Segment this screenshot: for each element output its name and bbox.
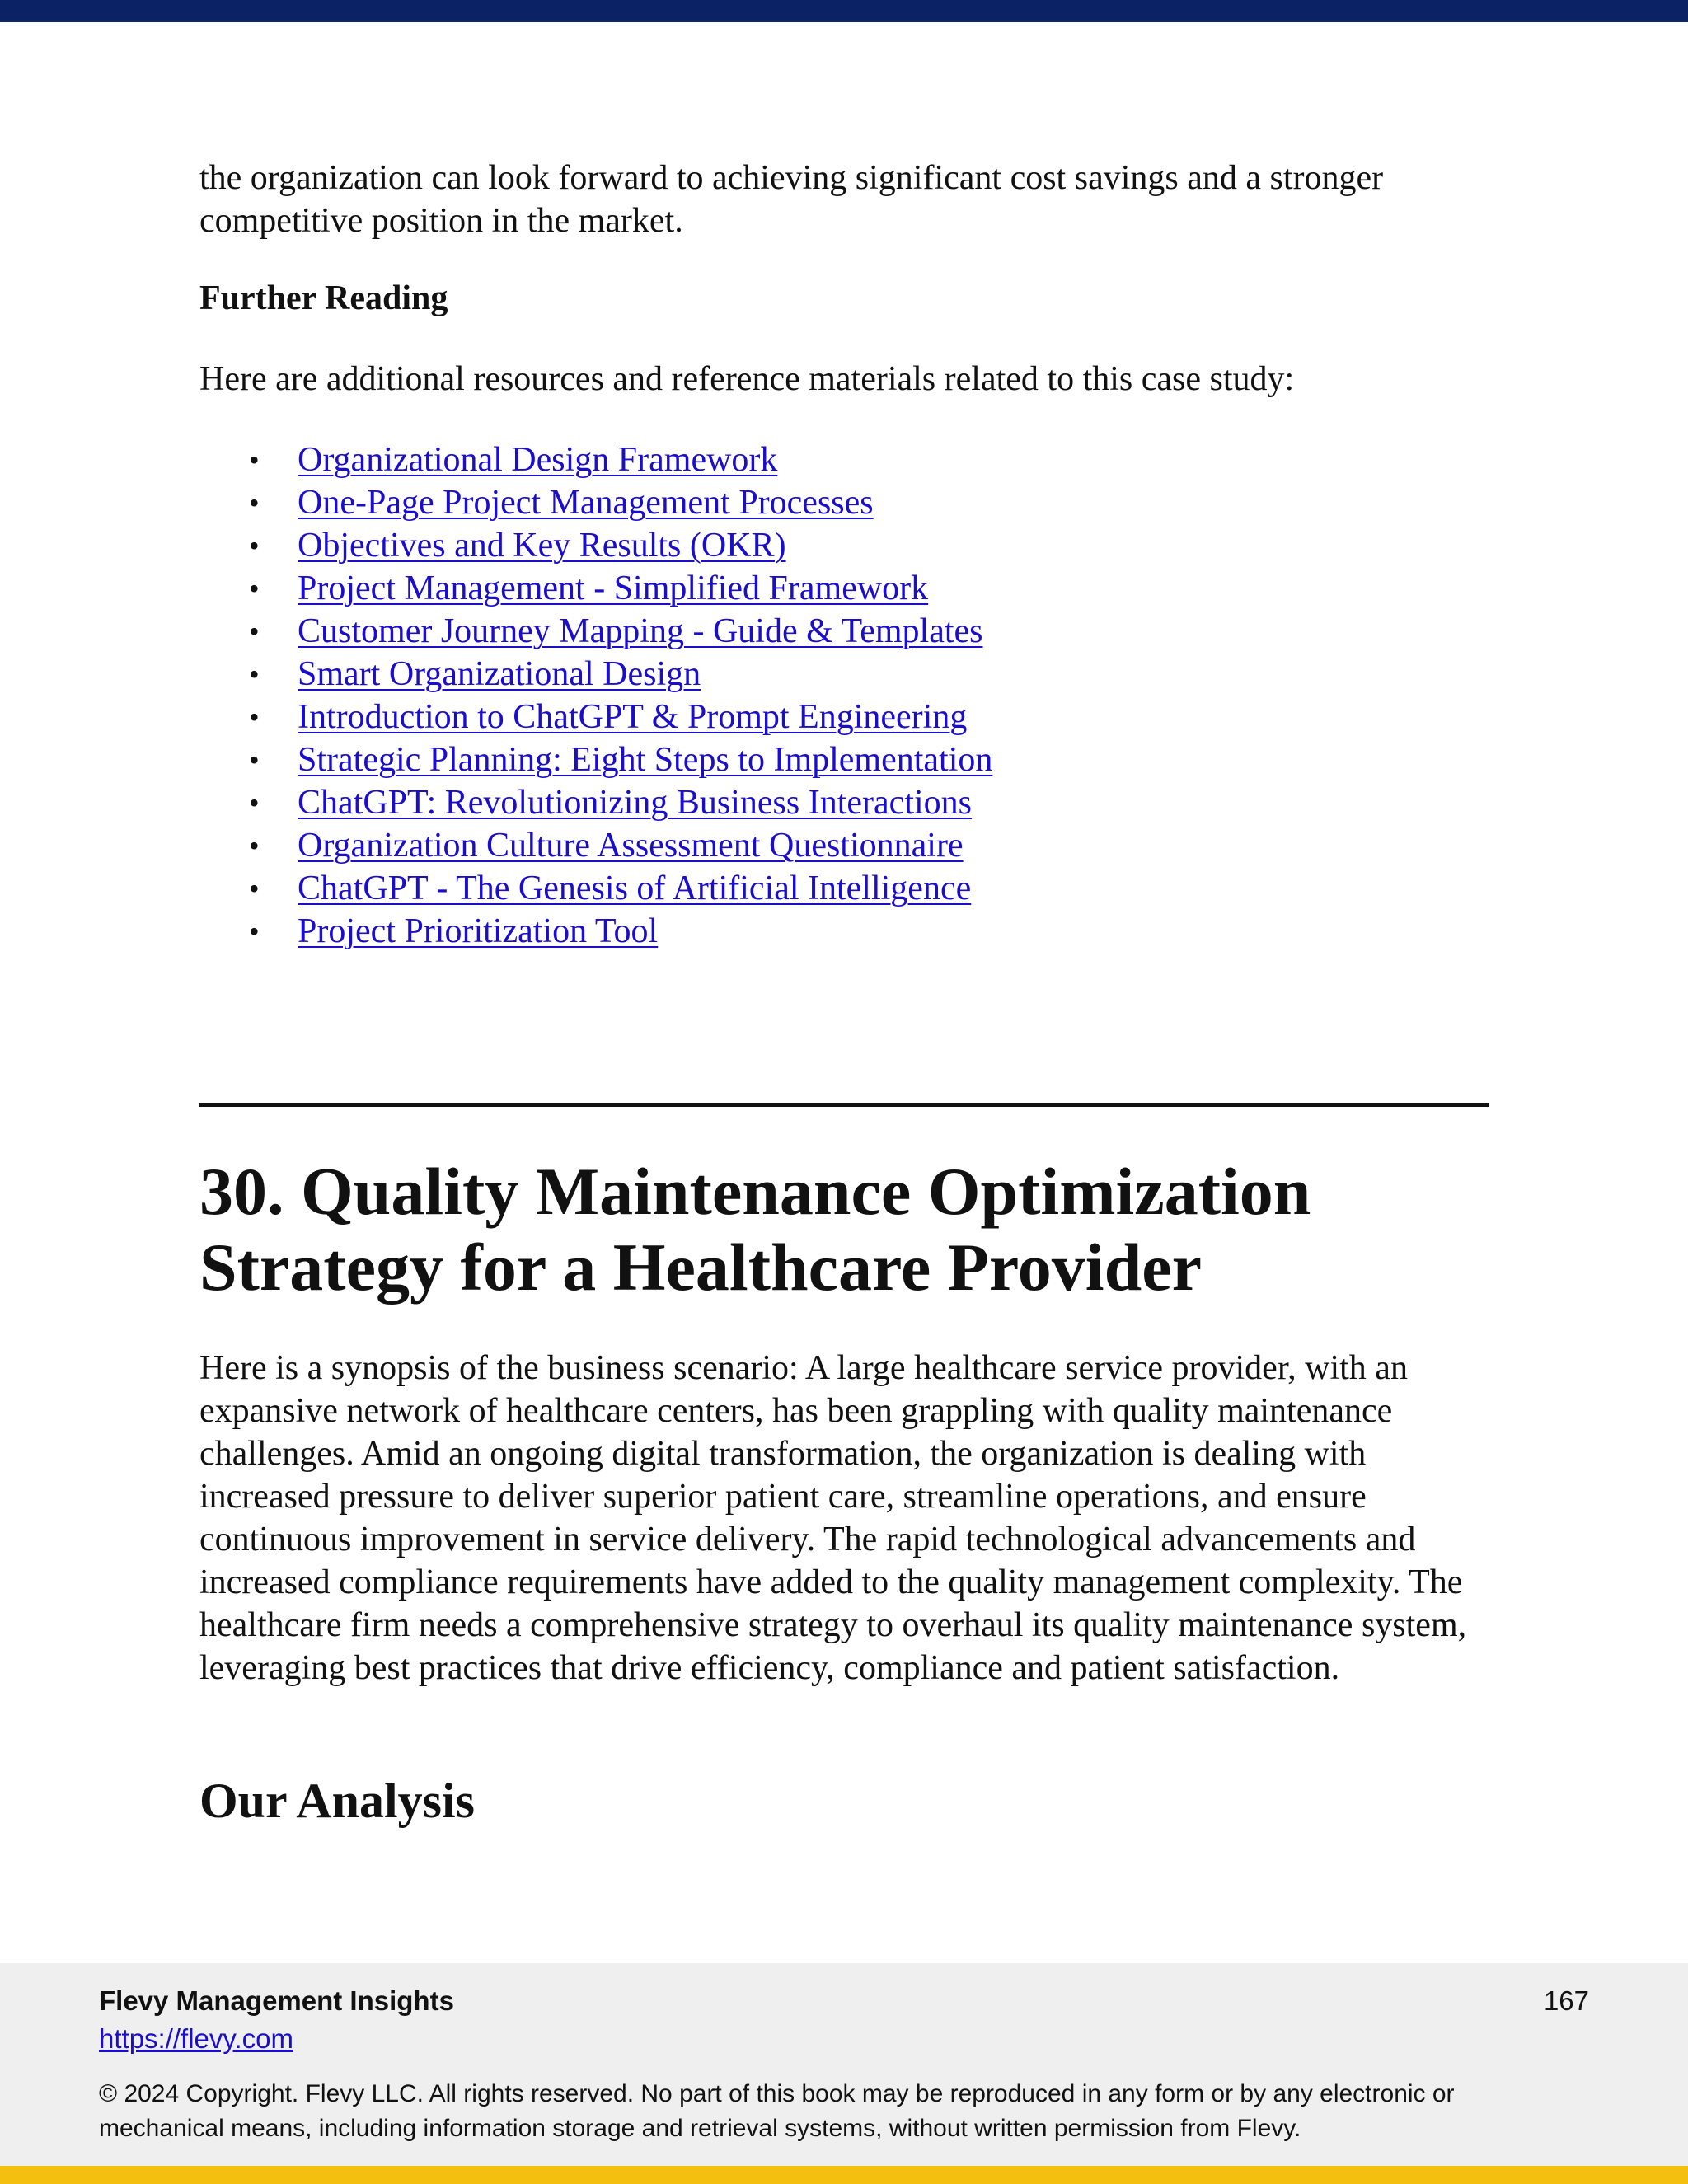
further-reading-heading: Further Reading <box>199 279 448 317</box>
carryover-paragraph: the organization can look forward to achieving significant cost savings and a stronger competitive position in the market. <box>199 159 1384 240</box>
bullet-icon: • <box>249 486 260 519</box>
reading-link[interactable]: Project Management - Simplified Framework <box>298 569 929 607</box>
footer-url-link[interactable]: https://flevy.com <box>99 2023 293 2054</box>
page-number: 167 <box>1543 1985 1589 2016</box>
bullet-icon: • <box>249 658 260 691</box>
further-reading-list <box>199 438 1489 953</box>
section-title-line-2: Strategy for a Healthcare Provider <box>199 1230 1202 1305</box>
analysis-heading: Our Analysis <box>199 1774 476 1828</box>
reading-link[interactable]: Project Prioritization Tool <box>298 912 659 950</box>
reading-link[interactable]: Organizational Design Framework <box>298 441 778 479</box>
bullet-icon: • <box>249 615 260 648</box>
reading-link[interactable]: ChatGPT: Revolutionizing Business Interactions <box>298 784 972 822</box>
bullet-icon: • <box>249 701 260 733</box>
list-item <box>199 481 1489 524</box>
reading-link[interactable]: Strategic Planning: Eight Steps to Implementation <box>298 741 993 779</box>
reading-link[interactable]: One-Page Project Management Processes <box>298 484 874 522</box>
bullet-icon: • <box>249 829 260 862</box>
list-item <box>199 867 1489 910</box>
list-item <box>199 738 1489 781</box>
list-item <box>199 653 1489 696</box>
further-reading-intro: Here are additional resources and reference materials related to this case study: <box>199 360 1295 398</box>
bullet-icon: • <box>249 572 260 605</box>
synopsis-paragraph: Here is a synopsis of the business scenario: A large healthcare service provider, with an expansive network of healthcare centers, has been grappling with quality maintenance challenges. Amid an ongoing digital transformation, the organization is dealing with increased pressure to deliver superior patient care, streamline operations, and ensure continuous improvement in service delivery. The rapid technological advancements and increased compliance requirements have added to the quality management complexity. The healthcare firm needs a comprehensive strategy to overhaul its quality maintenance system, leveraging best practices that drive efficiency, compliance and patient satisfaction. <box>199 1349 1467 1687</box>
footer-brand: Flevy Management Insights <box>99 1985 454 2016</box>
list-item <box>199 524 1489 567</box>
reading-link[interactable]: Smart Organizational Design <box>298 655 701 693</box>
bullet-icon: • <box>249 786 260 819</box>
list-item <box>199 567 1489 610</box>
bullet-icon: • <box>249 872 260 905</box>
bottom-accent-bar <box>0 2166 1688 2184</box>
top-accent-bar <box>0 0 1688 22</box>
bullet-icon: • <box>249 915 260 948</box>
bullet-icon: • <box>249 443 260 476</box>
list-item <box>199 438 1489 481</box>
copyright-notice: © 2024 Copyright. Flevy LLC. All rights reserved. No part of this book may be reproduced in any form or by any electronic or mechanical means, including information storage and retrieval systems, without written permission from Flevy. <box>99 2080 1455 2142</box>
page-footer <box>0 1963 1688 2166</box>
list-item <box>199 824 1489 867</box>
list-item <box>199 696 1489 738</box>
reading-link[interactable]: Organization Culture Assessment Questionnaire <box>298 827 964 865</box>
reading-link[interactable]: Objectives and Key Results (OKR) <box>298 527 786 565</box>
document-body <box>199 157 1489 953</box>
list-item <box>199 910 1489 953</box>
bullet-icon: • <box>249 529 260 562</box>
reading-link[interactable]: ChatGPT - The Genesis of Artificial Intelligence <box>298 869 972 907</box>
list-item <box>199 610 1489 653</box>
section-divider <box>199 1103 1489 1107</box>
reading-link[interactable]: Customer Journey Mapping - Guide & Templates <box>298 612 983 650</box>
reading-link[interactable]: Introduction to ChatGPT & Prompt Engineering <box>298 698 968 736</box>
bullet-icon: • <box>249 743 260 776</box>
section-title <box>199 1154 1518 1305</box>
section-title-line-1: 30. Quality Maintenance Optimization <box>199 1154 1311 1229</box>
list-item <box>199 781 1489 824</box>
